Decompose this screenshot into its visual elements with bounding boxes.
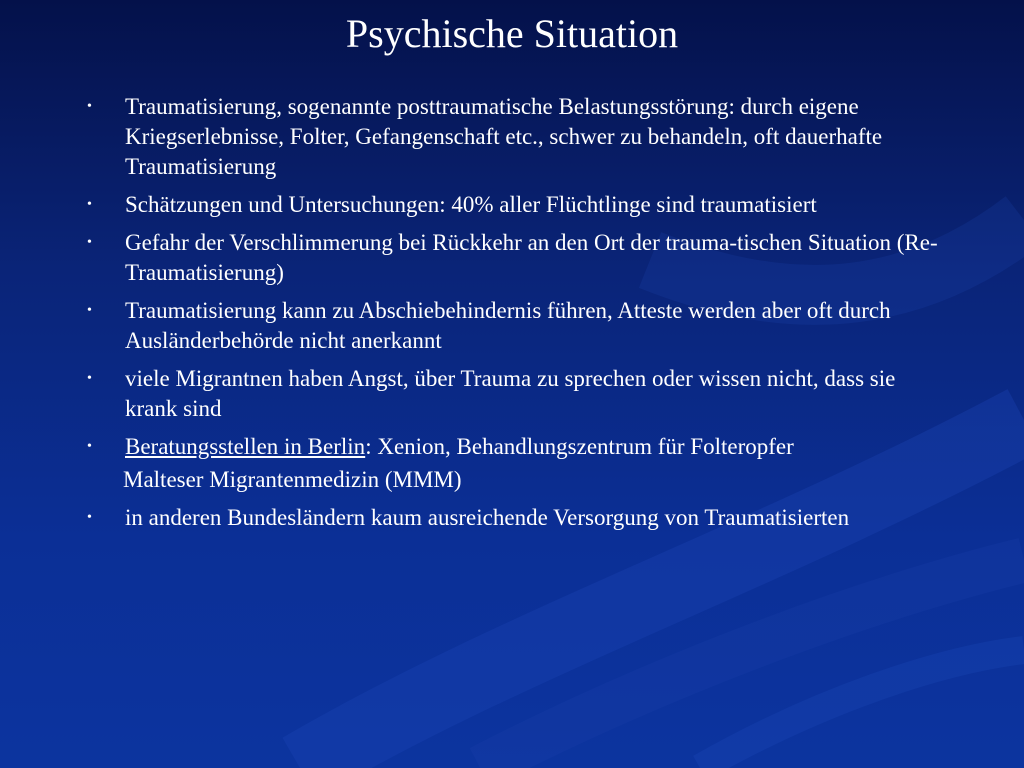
bullet-continuation (78, 465, 948, 495)
bullet-dot-icon: • (87, 510, 92, 525)
bullet-text: in anderen Bundesländern kaum ausreichende Versorgung von Traumatisierten (125, 505, 850, 530)
bullet-dot-icon: • (87, 303, 92, 318)
slide-title: Psychische Situation (345, 11, 679, 56)
bullet-item (78, 296, 948, 356)
bullet-text: Traumatisierung, sogenannte posttraumatische Belastungsstörung: durch eigene Kriegserlebnisse, Folter, Gefangenschaft etc., schwer zu behandeln, oft dauerhafte Traumatisierung (125, 94, 883, 179)
bullet-text: Traumatisierung kann zu Abschiebehindernis führen, Atteste werden aber oft durch Ausländerbehörde nicht anerkannt (125, 298, 891, 353)
bullet-item (78, 503, 948, 533)
bullet-text: Gefahr der Verschlimmerung bei Rückkehr an den Ort der trauma-tischen Situation (Re-Traumatisierung) (125, 230, 938, 285)
bullet-item (78, 364, 948, 424)
bullet-text: Malteser Migrantenmedizin (MMM) (123, 467, 462, 492)
bullet-dot-icon: • (87, 235, 92, 250)
bullet-dot-icon: • (87, 99, 92, 114)
berlin-counseling-link[interactable]: Beratungsstellen in Berlin (125, 434, 366, 459)
bullet-dot-icon: • (87, 197, 92, 212)
bullet-text: Schätzungen und Untersuchungen: 40% aller Flüchtlinge sind traumatisiert (125, 192, 817, 217)
bullet-list (78, 92, 948, 541)
bullet-text: : Xenion, Behandlungszentrum für Folteropfer (365, 434, 794, 459)
bullet-item (78, 92, 948, 182)
bullet-text: viele Migrantnen haben Angst, über Trauma zu sprechen oder wissen nicht, dass sie krank sind (125, 366, 896, 421)
bullet-item (78, 228, 948, 288)
bullet-dot-icon: • (87, 439, 92, 454)
bullet-item (78, 190, 948, 220)
bullet-dot-icon: • (87, 371, 92, 386)
bullet-item (78, 432, 948, 462)
